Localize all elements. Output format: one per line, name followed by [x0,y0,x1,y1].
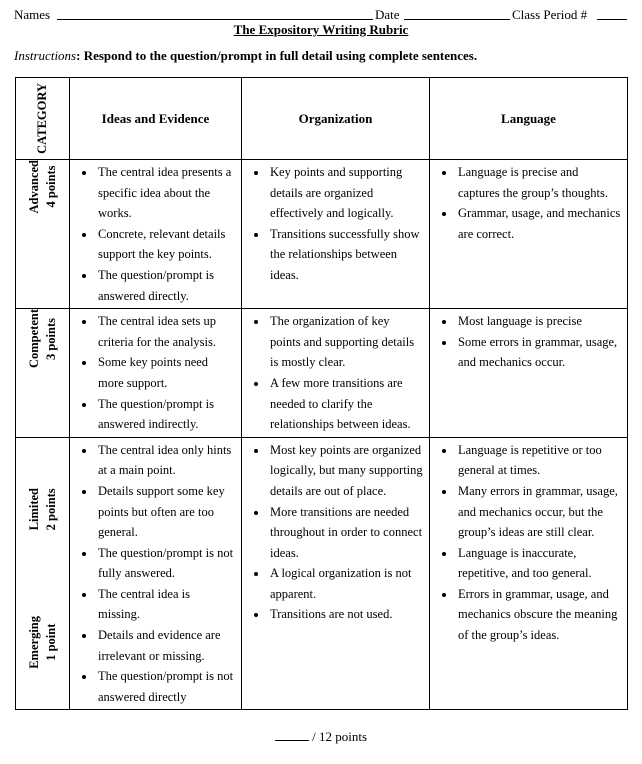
date-field[interactable] [404,7,510,20]
list-item: • A few more transitions are needed to clarify the relationships between ideas. [268,373,423,435]
list-item: • Key points and supporting details are organized effectively and logically. [268,162,423,224]
score-total: / 12 points [312,729,368,744]
list-item: • Language is precise and captures the group’s thoughts. [456,162,621,203]
category-header [16,78,70,160]
category-label-emerging: Emerging 1 point [26,616,58,670]
rubric-title: The Expository Writing Rubric [233,22,409,37]
list-item: • The central idea is missing. [96,584,235,625]
list-item: • The central idea only hints at a main point. [96,440,235,481]
category-label: Competent 3 points [26,309,58,369]
language-cell [430,309,628,438]
row-competent [16,309,628,438]
category-label: Advanced 4 points [26,160,58,214]
list-item: • The question/prompt is answered indirectly. [96,394,235,435]
list-item: • Language is inaccurate, repetitive, and too general. [456,543,621,584]
instructions-text: : Respond to the question/prompt in full detail using complete sentences. [76,48,478,63]
category-cell [16,437,70,710]
list-item: • Details and evidence are irrelevant or missing. [96,625,235,666]
ideas-cell [70,437,242,710]
list-item: • The question/prompt is not answered directly [96,666,235,707]
list-item: • Some key points need more support. [96,352,235,393]
list-item: • Language is repetitive or too general at times. [456,440,621,481]
list-item: • The central idea sets up criteria for the analysis. [96,311,235,352]
date-label: Date [375,7,400,22]
organization-cell [242,309,430,438]
ideas-header: Ideas and Evidence [70,78,242,160]
list-item: • Details support some key points but often are too general. [96,481,235,543]
instructions [14,48,634,64]
category-header-text: CATEGORY [35,83,49,154]
organization-header: Organization [242,78,430,160]
list-item: • Errors in grammar, usage, and mechanics obscure the meaning of the group’s ideas. [456,584,621,646]
list-item: • Most key points are organized logically, but many supporting details are out of place. [268,440,423,502]
list-item: • A logical organization is not apparent. [268,563,423,604]
organization-cell [242,160,430,309]
list-item: • Most language is precise [456,311,621,332]
rubric-table [15,77,628,710]
names-field[interactable] [57,7,373,20]
list-item: • Transitions are not used. [268,604,423,625]
list-item: • The organization of key points and supporting details is mostly clear. [268,311,423,373]
row-limited-emerging [16,437,628,710]
list-item: • The question/prompt is not fully answered. [96,543,235,584]
language-cell [430,160,628,309]
row-advanced [16,160,628,309]
score-field[interactable] [275,728,309,741]
list-item: • Transitions successfully show the relationships between ideas. [268,224,423,286]
category-cell [16,160,70,309]
category-label-limited: Limited 2 points [26,487,58,530]
list-item: • The question/prompt is answered directly. [96,265,235,306]
language-cell [430,437,628,710]
list-item: • The central idea presents a specific idea about the works. [96,162,235,224]
list-item: • Some errors in grammar, usage, and mechanics occur. [456,332,621,373]
category-cell [16,309,70,438]
list-item: • Grammar, usage, and mechanics are correct. [456,203,621,244]
class-period-label: Class Period # [512,7,588,22]
instructions-label: Instructions [14,48,77,63]
list-item: • Many errors in grammar, usage, and mechanics occur, but the group’s ideas are still clear. [456,481,621,543]
list-item: • Concrete, relevant details support the key points. [96,224,235,265]
list-item: • More transitions are needed throughout in order to connect ideas. [268,502,423,564]
ideas-cell [70,160,242,309]
organization-cell [242,437,430,710]
names-label: Names [14,7,51,22]
score-line [0,728,642,745]
class-period-field[interactable] [597,7,627,20]
language-header: Language [430,78,628,160]
header-row [16,78,628,160]
ideas-cell [70,309,242,438]
